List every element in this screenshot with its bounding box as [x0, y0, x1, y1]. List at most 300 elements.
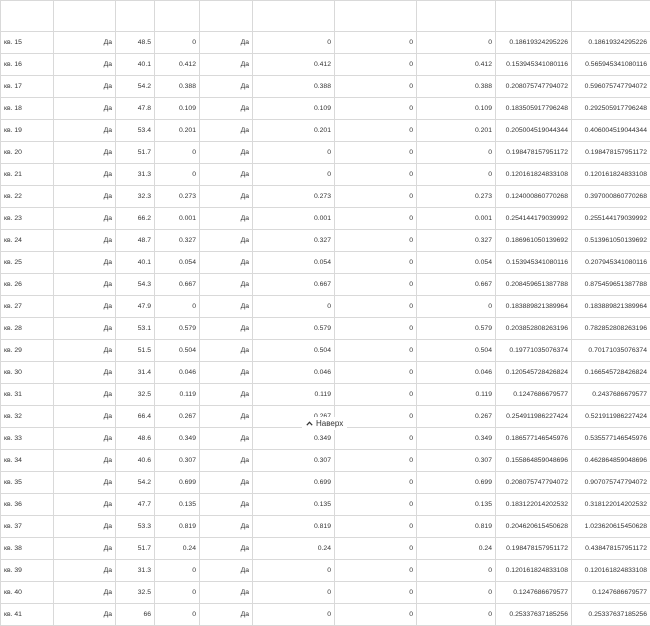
- table-row: [1, 54, 650, 76]
- table-cell: 0: [253, 164, 335, 186]
- table-row: [1, 230, 650, 252]
- table-cell: 0.186577146545976: [496, 428, 572, 450]
- table-cell: 0: [417, 296, 496, 318]
- table-cell: 0.504: [155, 340, 200, 362]
- table-cell: 0.513961050139692: [572, 230, 650, 252]
- table-row: [1, 32, 650, 54]
- table-cell: 0.201: [155, 120, 200, 142]
- table-cell: 40.1: [116, 252, 155, 274]
- header-cell: [496, 1, 572, 32]
- table-row: [1, 362, 650, 384]
- table-cell: 0.70171035076374: [572, 340, 650, 362]
- table-cell: 0.1247686679577: [572, 582, 650, 604]
- table-cell: 0: [335, 208, 417, 230]
- table-cell: 0: [335, 274, 417, 296]
- table-cell: Да: [200, 362, 253, 384]
- table-cell: 0.135: [417, 494, 496, 516]
- table-cell: 0.521911986227424: [572, 406, 650, 428]
- table-cell: Да: [200, 296, 253, 318]
- table-cell: 0: [335, 318, 417, 340]
- table-cell: 0.183505917796248: [496, 98, 572, 120]
- table-cell: Да: [200, 604, 253, 626]
- table-cell: 0.119: [155, 384, 200, 406]
- table-cell: Да: [54, 582, 116, 604]
- table-cell: Да: [54, 54, 116, 76]
- table-cell: 0.208075747794072: [496, 76, 572, 98]
- table-cell: 0.782852808263196: [572, 318, 650, 340]
- table-cell: 0: [155, 296, 200, 318]
- back-to-top-button[interactable]: [302, 417, 347, 430]
- table-cell: 0.155864859048696: [496, 450, 572, 472]
- table-cell: 0: [335, 76, 417, 98]
- table-row: [1, 494, 650, 516]
- table-cell: 0: [417, 604, 496, 626]
- table-row: [1, 98, 650, 120]
- table-cell: 0.135: [253, 494, 335, 516]
- table-cell: 51.7: [116, 142, 155, 164]
- apartment-cell: кв. 26: [1, 274, 54, 296]
- table-row: [1, 318, 650, 340]
- table-cell: 0.109: [417, 98, 496, 120]
- table-cell: 0.24: [417, 538, 496, 560]
- table-cell: 40.1: [116, 54, 155, 76]
- table-cell: 0: [253, 296, 335, 318]
- table-cell: 0.205004519044344: [496, 120, 572, 142]
- apartment-cell: кв. 23: [1, 208, 54, 230]
- table-cell: 0: [335, 384, 417, 406]
- table-cell: 0.1247686679577: [496, 384, 572, 406]
- table-cell: 31.3: [116, 560, 155, 582]
- table-cell: Да: [54, 252, 116, 274]
- apartment-cell: кв. 17: [1, 76, 54, 98]
- apartment-cell: кв. 34: [1, 450, 54, 472]
- table-cell: 32.5: [116, 582, 155, 604]
- table-cell: 54.2: [116, 76, 155, 98]
- table-cell: 0: [335, 472, 417, 494]
- table-cell: 0: [335, 604, 417, 626]
- table-cell: 0.438478157951172: [572, 538, 650, 560]
- table-cell: Да: [200, 516, 253, 538]
- table-cell: Да: [200, 450, 253, 472]
- apartment-cell: кв. 27: [1, 296, 54, 318]
- table-cell: Да: [54, 406, 116, 428]
- table-row: [1, 428, 650, 450]
- table-cell: 54.2: [116, 472, 155, 494]
- apartment-cell: кв. 40: [1, 582, 54, 604]
- table-cell: Да: [54, 538, 116, 560]
- table-cell: 0.667: [253, 274, 335, 296]
- table-cell: Да: [54, 76, 116, 98]
- table-row: [1, 252, 650, 274]
- table-cell: 0: [335, 142, 417, 164]
- table-cell: 0.001: [155, 208, 200, 230]
- table-cell: 0: [335, 538, 417, 560]
- table-cell: 0: [335, 582, 417, 604]
- table-cell: 40.6: [116, 450, 155, 472]
- table-cell: Да: [200, 428, 253, 450]
- apartment-cell: кв. 18: [1, 98, 54, 120]
- table-cell: Да: [54, 362, 116, 384]
- apartment-cell: кв. 24: [1, 230, 54, 252]
- table-cell: 0.166545728426824: [572, 362, 650, 384]
- back-to-top-label: Наверх: [316, 417, 343, 430]
- table-cell: 0: [417, 164, 496, 186]
- table-cell: 0.819: [417, 516, 496, 538]
- table-cell: Да: [54, 296, 116, 318]
- table-cell: 0.307: [155, 450, 200, 472]
- table-cell: 0.504: [417, 340, 496, 362]
- header-cell: [1, 1, 54, 32]
- table-cell: 0.120161824833108: [572, 164, 650, 186]
- table-cell: Да: [54, 318, 116, 340]
- table-cell: 0.046: [417, 362, 496, 384]
- table-cell: Да: [54, 472, 116, 494]
- table-cell: 0.198478157951172: [572, 142, 650, 164]
- table-cell: 53.3: [116, 516, 155, 538]
- table-cell: 0.667: [417, 274, 496, 296]
- table-cell: 0.109: [253, 98, 335, 120]
- table-cell: Да: [54, 164, 116, 186]
- table-cell: 0.25337637185256: [572, 604, 650, 626]
- table-cell: Да: [200, 98, 253, 120]
- table-cell: 0.25337637185256: [496, 604, 572, 626]
- table-cell: Да: [200, 472, 253, 494]
- table-cell: 0.579: [155, 318, 200, 340]
- table-cell: 0.349: [253, 428, 335, 450]
- table-cell: 0: [335, 560, 417, 582]
- apartment-cell: кв. 16: [1, 54, 54, 76]
- table-cell: 0.327: [417, 230, 496, 252]
- table-cell: 0: [417, 560, 496, 582]
- table-cell: 0.24: [253, 538, 335, 560]
- table-cell: 0.124000860770268: [496, 186, 572, 208]
- table-cell: 0.207945341080116: [572, 252, 650, 274]
- table-cell: Да: [200, 538, 253, 560]
- table-cell: 31.4: [116, 362, 155, 384]
- table-cell: Да: [54, 32, 116, 54]
- table-cell: 53.4: [116, 120, 155, 142]
- apartment-cell: кв. 28: [1, 318, 54, 340]
- table-row: [1, 142, 650, 164]
- header-cell: [116, 1, 155, 32]
- table-cell: 0.255144179039992: [572, 208, 650, 230]
- table-cell: 0: [155, 164, 200, 186]
- table-cell: 0.135: [155, 494, 200, 516]
- table-cell: 0.388: [417, 76, 496, 98]
- table-cell: Да: [200, 384, 253, 406]
- table-cell: Да: [200, 76, 253, 98]
- table-cell: Да: [54, 560, 116, 582]
- apartment-cell: кв. 32: [1, 406, 54, 428]
- table-cell: 0.412: [253, 54, 335, 76]
- table-row: [1, 472, 650, 494]
- table-row: [1, 76, 650, 98]
- table-cell: 31.3: [116, 164, 155, 186]
- table-cell: Да: [200, 494, 253, 516]
- header-cell: [155, 1, 200, 32]
- table-cell: 0: [253, 560, 335, 582]
- table-cell: 0: [417, 32, 496, 54]
- table-cell: 48.7: [116, 230, 155, 252]
- table-cell: 0.203852808263196: [496, 318, 572, 340]
- table-row: [1, 538, 650, 560]
- table-cell: 0.1247686679577: [496, 582, 572, 604]
- table-cell: 0: [335, 516, 417, 538]
- header-cell: [335, 1, 417, 32]
- table-cell: 0.318122014202532: [572, 494, 650, 516]
- apartment-cell: кв. 20: [1, 142, 54, 164]
- table-cell: 0.579: [417, 318, 496, 340]
- table-cell: 0.254144179039992: [496, 208, 572, 230]
- table-cell: 0.699: [155, 472, 200, 494]
- table-cell: 0.327: [253, 230, 335, 252]
- table-cell: 0.183889821389964: [572, 296, 650, 318]
- table-cell: Да: [200, 230, 253, 252]
- table-cell: Да: [200, 560, 253, 582]
- table-row: [1, 450, 650, 472]
- table-row: [1, 560, 650, 582]
- apartment-cell: кв. 19: [1, 120, 54, 142]
- table-cell: Да: [200, 32, 253, 54]
- table-cell: 0.2437686679577: [572, 384, 650, 406]
- table-cell: 0.120545728426824: [496, 362, 572, 384]
- table-cell: 0.535577146545976: [572, 428, 650, 450]
- table-cell: 51.5: [116, 340, 155, 362]
- table-cell: 0: [335, 450, 417, 472]
- apartment-cell: кв. 35: [1, 472, 54, 494]
- table-cell: 0.18619324295226: [496, 32, 572, 54]
- table-cell: 0.292505917796248: [572, 98, 650, 120]
- table-row: [1, 582, 650, 604]
- table-cell: 0.462864859048696: [572, 450, 650, 472]
- table-cell: 0.046: [155, 362, 200, 384]
- table-cell: 0: [155, 582, 200, 604]
- table-cell: 0.109: [155, 98, 200, 120]
- table-cell: 0.596075747794072: [572, 76, 650, 98]
- table-row: [1, 516, 650, 538]
- table-row: [1, 296, 650, 318]
- table-cell: 54.3: [116, 274, 155, 296]
- apartment-cell: кв. 31: [1, 384, 54, 406]
- table-row: [1, 384, 650, 406]
- table-cell: 51.7: [116, 538, 155, 560]
- table-cell: 0.388: [155, 76, 200, 98]
- table-cell: Да: [54, 340, 116, 362]
- table-cell: 66: [116, 604, 155, 626]
- table-cell: 0.397000860770268: [572, 186, 650, 208]
- table-cell: 0.120161824833108: [496, 560, 572, 582]
- table-cell: Да: [54, 142, 116, 164]
- table-cell: 53.1: [116, 318, 155, 340]
- table-cell: 0.699: [253, 472, 335, 494]
- table-cell: 0: [417, 142, 496, 164]
- table-cell: 0.273: [253, 186, 335, 208]
- table-cell: 0: [335, 340, 417, 362]
- apartment-cell: кв. 41: [1, 604, 54, 626]
- apartment-cell: кв. 36: [1, 494, 54, 516]
- header-cell: [200, 1, 253, 32]
- table-cell: 0.208459651387788: [496, 274, 572, 296]
- table-cell: 32.3: [116, 186, 155, 208]
- table-cell: 47.8: [116, 98, 155, 120]
- table-cell: Да: [54, 450, 116, 472]
- table-cell: 0.307: [417, 450, 496, 472]
- table-cell: Да: [200, 164, 253, 186]
- table-cell: 0.667: [155, 274, 200, 296]
- table-cell: Да: [54, 230, 116, 252]
- table-cell: Да: [54, 208, 116, 230]
- table-cell: 0.579: [253, 318, 335, 340]
- chevron-up-icon: [306, 421, 313, 426]
- table-cell: 0.819: [155, 516, 200, 538]
- table-row: [1, 604, 650, 626]
- header-cell: [417, 1, 496, 32]
- table-cell: 0: [253, 32, 335, 54]
- table-cell: 0.18619324295226: [572, 32, 650, 54]
- table-cell: 48.5: [116, 32, 155, 54]
- table-cell: Да: [200, 340, 253, 362]
- table-cell: 0: [335, 230, 417, 252]
- table-row: [1, 274, 650, 296]
- table-cell: Да: [200, 406, 253, 428]
- table-cell: 0.208075747794072: [496, 472, 572, 494]
- table-cell: Да: [200, 120, 253, 142]
- table-cell: 0.119: [253, 384, 335, 406]
- table-cell: 48.6: [116, 428, 155, 450]
- table-cell: 0.388: [253, 76, 335, 98]
- table-cell: 47.9: [116, 296, 155, 318]
- table-cell: 0.267: [417, 406, 496, 428]
- apartment-cell: кв. 29: [1, 340, 54, 362]
- table-cell: 0.153945341080116: [496, 252, 572, 274]
- table-row: [1, 164, 650, 186]
- table-cell: Да: [54, 186, 116, 208]
- apartment-cell: кв. 37: [1, 516, 54, 538]
- apartment-cell: кв. 33: [1, 428, 54, 450]
- table-cell: 0: [335, 32, 417, 54]
- table-cell: Да: [54, 384, 116, 406]
- table-cell: 0.001: [253, 208, 335, 230]
- table-cell: 0.201: [253, 120, 335, 142]
- table-cell: 0: [335, 252, 417, 274]
- table-cell: 0.186961050139692: [496, 230, 572, 252]
- table-cell: Да: [200, 54, 253, 76]
- table-cell: Да: [200, 208, 253, 230]
- table-cell: 0.406004519044344: [572, 120, 650, 142]
- table-cell: 0.875459651387788: [572, 274, 650, 296]
- table-cell: 0.183122014202532: [496, 494, 572, 516]
- table-cell: 0.565945341080116: [572, 54, 650, 76]
- table-cell: 0: [335, 362, 417, 384]
- table-cell: 0.699: [417, 472, 496, 494]
- table-header: [1, 1, 650, 32]
- table-row: [1, 186, 650, 208]
- table-cell: 0.19771035076374: [496, 340, 572, 362]
- table-cell: 0.273: [155, 186, 200, 208]
- table-cell: 0: [335, 296, 417, 318]
- header-cell: [253, 1, 335, 32]
- table-cell: 0.267: [155, 406, 200, 428]
- table-cell: Да: [200, 582, 253, 604]
- table-cell: 0.119: [417, 384, 496, 406]
- table-cell: Да: [54, 428, 116, 450]
- table-cell: 0.198478157951172: [496, 538, 572, 560]
- table-cell: 0.349: [417, 428, 496, 450]
- table-cell: 0.819: [253, 516, 335, 538]
- table-cell: 0.201: [417, 120, 496, 142]
- table-cell: 0.204620615450628: [496, 516, 572, 538]
- apartment-cell: кв. 15: [1, 32, 54, 54]
- table-cell: 0.24: [155, 538, 200, 560]
- table-cell: 0.120161824833108: [572, 560, 650, 582]
- table-row: [1, 120, 650, 142]
- apartment-cell: кв. 38: [1, 538, 54, 560]
- table-cell: Да: [200, 252, 253, 274]
- table-cell: 0.054: [253, 252, 335, 274]
- table-cell: 0: [335, 406, 417, 428]
- table-cell: 0: [335, 164, 417, 186]
- table-cell: 0.504: [253, 340, 335, 362]
- table-cell: 0: [253, 604, 335, 626]
- table-cell: 0.907075747794072: [572, 472, 650, 494]
- table-cell: 0: [335, 494, 417, 516]
- table-cell: 0: [335, 186, 417, 208]
- table-cell: 0.273: [417, 186, 496, 208]
- table-cell: 0: [335, 120, 417, 142]
- table-cell: 0.183889821389964: [496, 296, 572, 318]
- table-cell: 0.412: [155, 54, 200, 76]
- table-cell: Да: [54, 494, 116, 516]
- table-cell: Да: [54, 274, 116, 296]
- table-cell: 0.412: [417, 54, 496, 76]
- table-cell: 0.054: [417, 252, 496, 274]
- table-body: [1, 32, 650, 626]
- apartment-cell: кв. 22: [1, 186, 54, 208]
- table-cell: 0: [155, 32, 200, 54]
- apartment-cell: кв. 30: [1, 362, 54, 384]
- table-cell: 32.5: [116, 384, 155, 406]
- header-cell: [572, 1, 650, 32]
- table-cell: 0: [335, 428, 417, 450]
- table-cell: 66.4: [116, 406, 155, 428]
- table-cell: Да: [200, 142, 253, 164]
- table-cell: Да: [54, 120, 116, 142]
- header-row: [1, 1, 650, 32]
- table-cell: 0.120161824833108: [496, 164, 572, 186]
- table-cell: 47.7: [116, 494, 155, 516]
- table-cell: 0: [155, 560, 200, 582]
- apartment-cell: кв. 39: [1, 560, 54, 582]
- table-cell: Да: [54, 516, 116, 538]
- table-cell: 0: [417, 582, 496, 604]
- table-cell: Да: [200, 274, 253, 296]
- table-cell: 0: [335, 98, 417, 120]
- table-cell: 0: [253, 582, 335, 604]
- header-cell: [54, 1, 116, 32]
- table-row: [1, 208, 650, 230]
- table-cell: 0: [155, 604, 200, 626]
- table-cell: 0.153945341080116: [496, 54, 572, 76]
- table-cell: 1.023620615450628: [572, 516, 650, 538]
- table-cell: 0: [335, 54, 417, 76]
- table-cell: 0.307: [253, 450, 335, 472]
- table-row: [1, 340, 650, 362]
- table-cell: 0.046: [253, 362, 335, 384]
- table-cell: 0.327: [155, 230, 200, 252]
- table-cell: 0.349: [155, 428, 200, 450]
- table-cell: Да: [200, 186, 253, 208]
- apartment-cell: кв. 21: [1, 164, 54, 186]
